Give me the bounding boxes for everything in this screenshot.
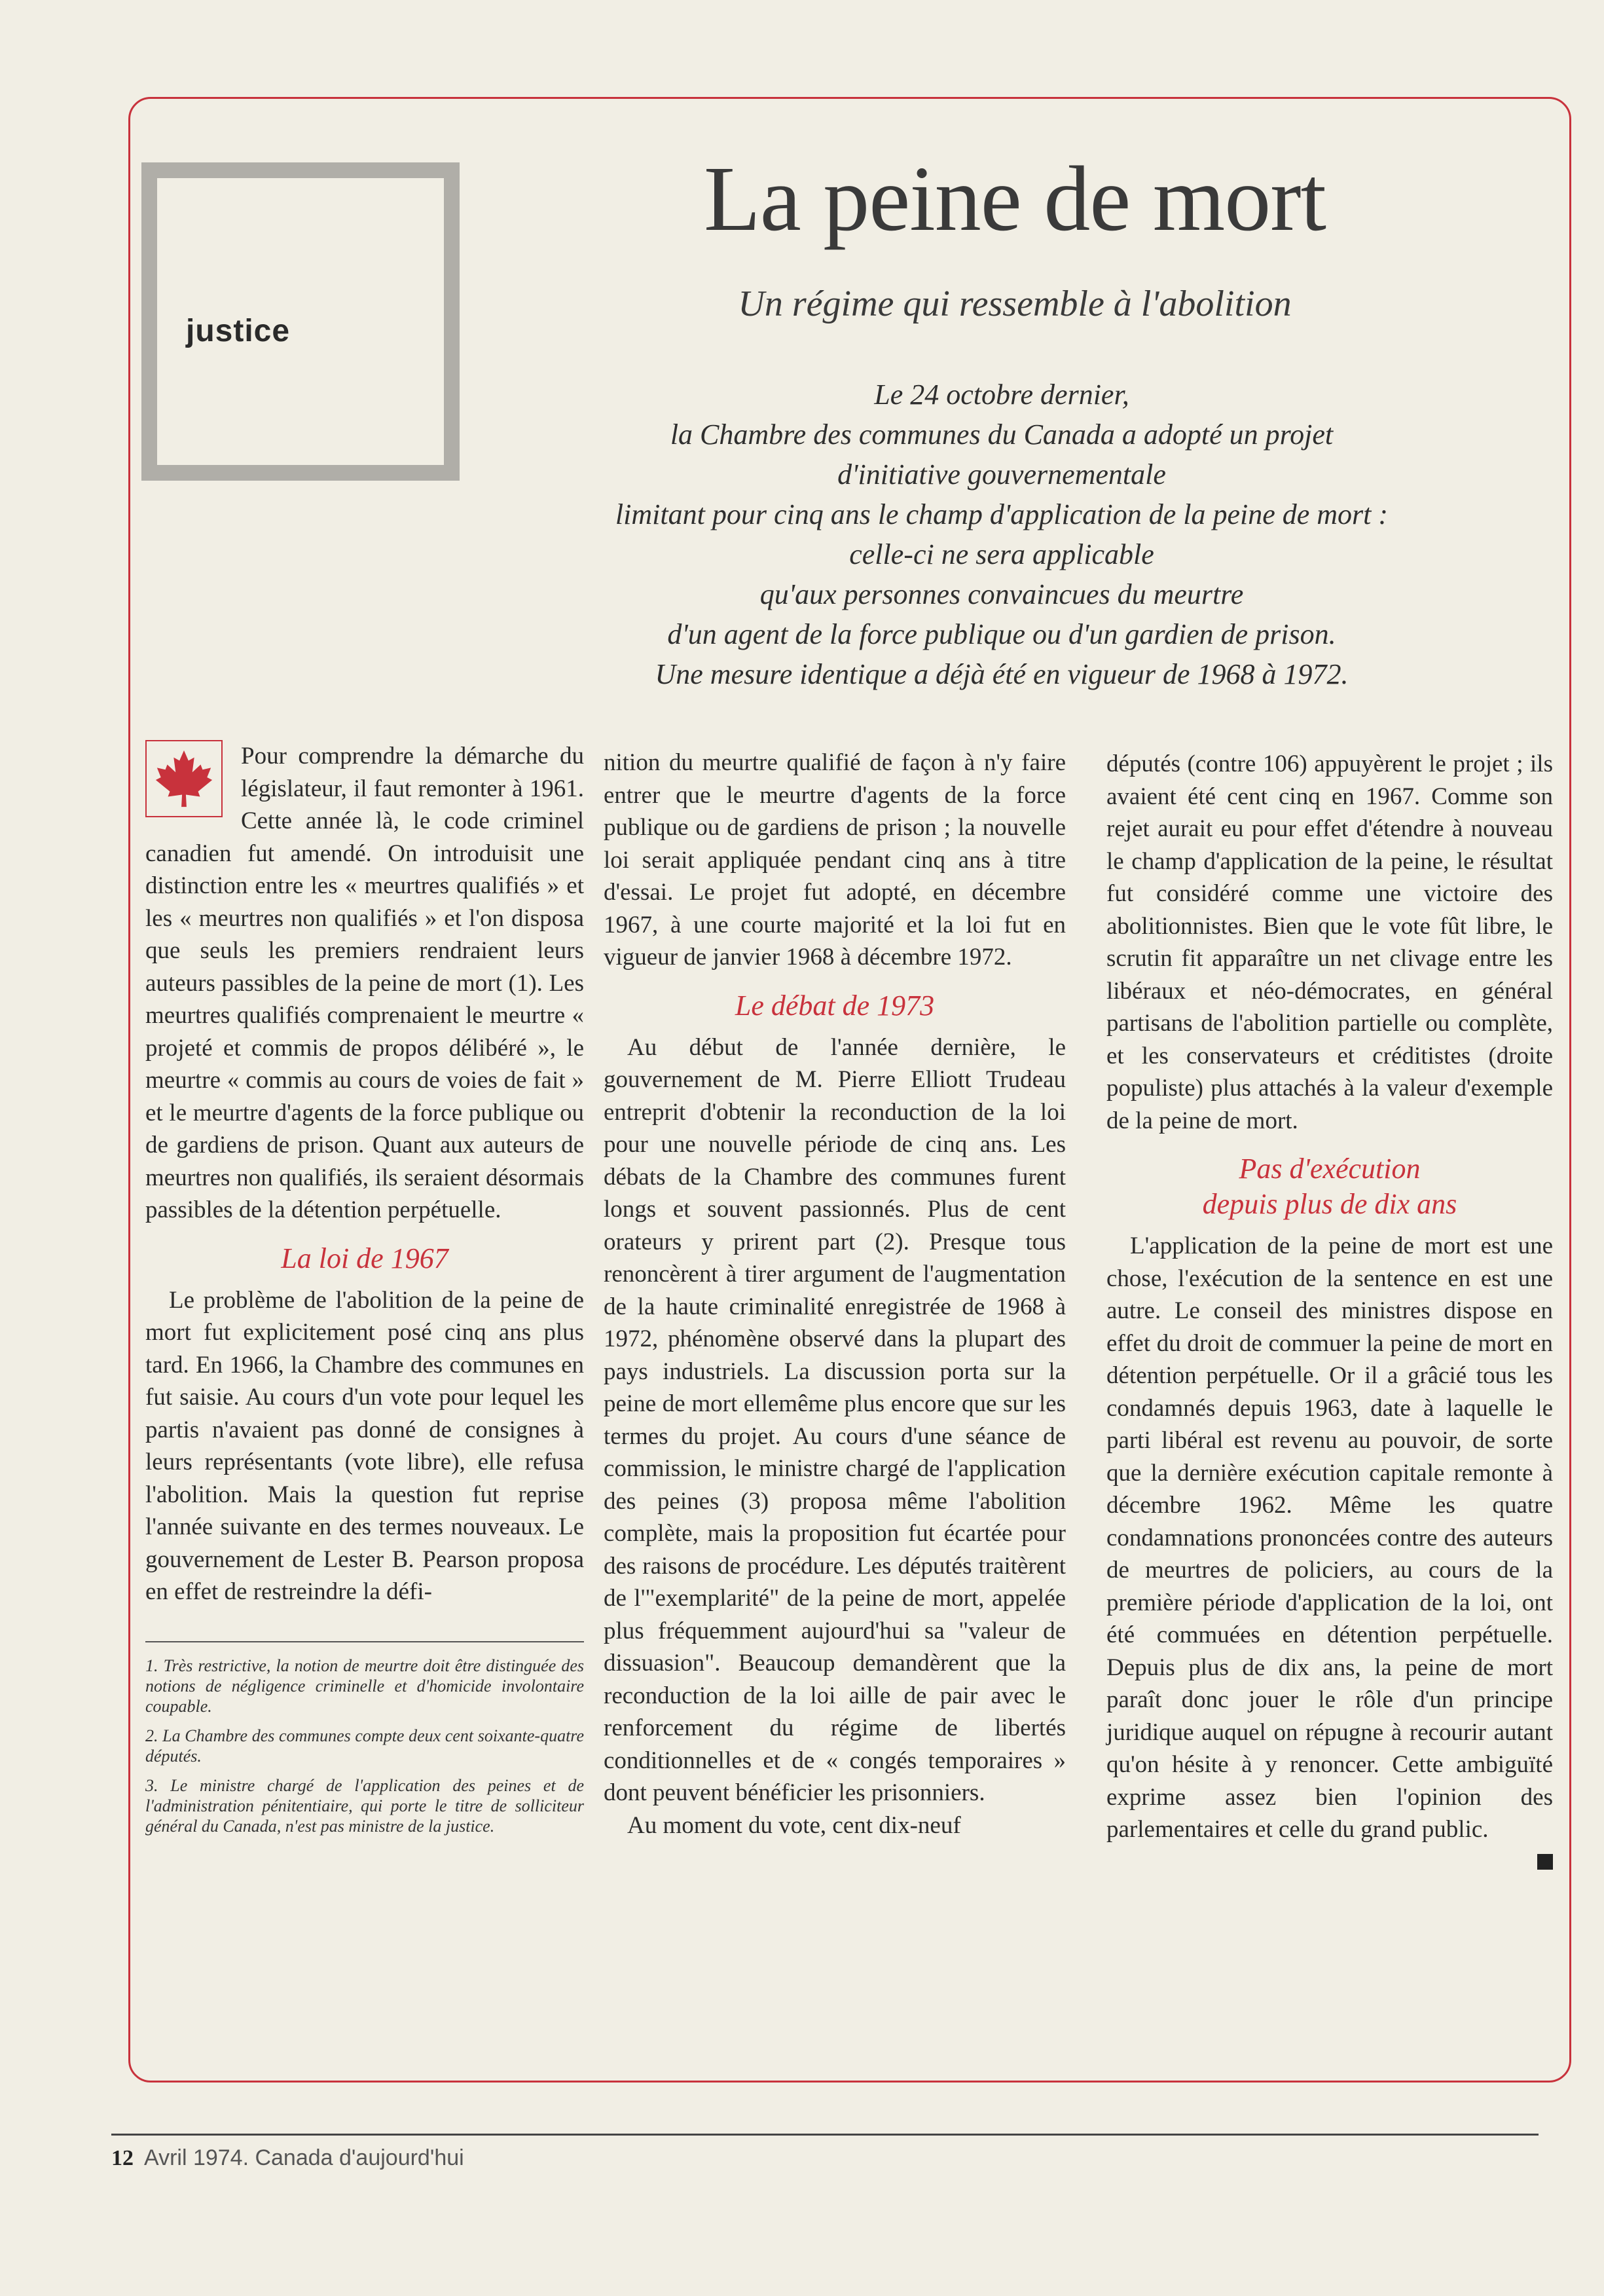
section-heading: Le débat de 1973 <box>735 989 935 1022</box>
maple-leaf-icon <box>145 740 223 817</box>
column-1 <box>145 740 584 1845</box>
footnote: 3. Le ministre chargé de l'application des peines et de l'administration pénitentiaire, qui porte le titre de solliciteur général du Canada, n'est pas ministre de la justice. <box>145 1775 584 1836</box>
page-number: 12 <box>111 2146 134 2170</box>
end-mark-icon <box>1537 1854 1553 1870</box>
body-paragraph: députés (contre 106) appuyèrent le projet ; ils avaient été cent cinq en 1967. Comme son rejet aurait eu pour effet d'étendre à nouveau le champ d'application de la peine, le résultat fut considéré comme une victoire des abolitionnistes. Bien que le vote fût libre, le scrutin fit apparaître un net clivage entre les libéraux et néo-démocrates, en général partisans de l'abolition partielle ou complète, et les conservateurs et créditistes (droite populiste) plus attachés à la valeur d'exemple de la peine de mort. <box>1106 750 1553 1134</box>
body-paragraph: Le problème de l'abolition de la peine de mort fut explicitement posé cinq ans plus tard. En 1966, la Chambre des communes en fut saisie. Au cours d'un vote pour lequel les partis n'avaient pas donné de consignes à leurs représentants (vote libre), elle refusa l'abolition. Mais la question fut reprise l'année suivante en des termes nouveaux. Le gouvernement de Lester B. Pearson proposa en effet de restreindre la défi- <box>145 1286 584 1605</box>
footer-rule <box>111 2134 1539 2136</box>
column-2 <box>604 747 1066 1842</box>
footnote: 2. La Chambre des communes compte deux cent soixante-quatre députés. <box>145 1726 584 1766</box>
article-lede: Le 24 octobre dernier, la Chambre des communes du Canada a adopté un projet d'initiative gouvernementale limitant pour cinq ans le champ d'application de la peine de mort : celle-ci ne sera applicable qu'aux personnes convaincues du meurtre d'un agent de la force publique ou d'un gardien de prison. Une mesure identique a déjà été en vigueur de 1968 à 1972. <box>615 379 1389 690</box>
article-subtitle: Un régime qui ressemble à l'abolition <box>738 284 1292 324</box>
section-tag-box <box>141 162 460 481</box>
body-paragraph: L'application de la peine de mort est une chose, l'exécution de la sentence en est une autre. Le conseil des ministres dispose en effet du droit de commuer la peine de mort en détention perpétuelle. Or il a grâcié tous les condamnés depuis 1963, date à laquelle le parti libéral est revenu au pouvoir, de sorte que la dernière exécution capitale remonte à décembre 1962. Même les quatre condamnations prononcées contre des auteurs de meurtres de policiers, au cours de la première période d'application de la loi, ont été commuées en détention perpétuelle. Depuis plus de dix ans, la peine de mort paraît donc jouer le rôle d'un principe juridique auquel on répugne à recourir autant qu'on hésite à y renoncer. Cette ambiguïté exprime assez bien l'opinion des parlementaires et celle du grand public. <box>1106 1232 1553 1843</box>
article-title: La peine de mort <box>704 147 1326 250</box>
page-footer <box>111 2145 464 2171</box>
footnote: 1. Très restrictive, la notion de meurtre doit être distinguée des notions de négligence criminelle et d'homicide involontaire coupable. <box>145 1656 584 1716</box>
section-heading: La loi de 1967 <box>281 1242 448 1274</box>
body-paragraph: nition du meurtre qualifié de façon à n'y faire entrer que le meurtre d'agents de la force publique ou de gardiens de prison ; la nouvelle loi serait appliquée pendant cinq ans à titre d'essai. Le projet fut adopté, en décembre 1967, à une courte majorité et la loi fut en vigueur de janvier 1968 à décembre 1972. <box>604 749 1066 971</box>
section-tag: justice <box>186 314 291 348</box>
body-paragraph: Au début de l'année dernière, le gouvernement de M. Pierre Elliott Trudeau entreprit d'obtenir la reconduction de la loi pour une nouvelle période de cinq ans. Les débats de la Chambre des communes furent longs et souvent passionnés. Plus de cent orateurs y prirent part (2). Presque tous renoncèrent à tirer argument de l'augmentation de la haute criminalité enregistrée de 1968 à 1972, phénomène observé dans la plupart des pays industriels. La discussion porta sur la peine de mort ellemême plus encore que sur les termes du projet. Au cours d'une séance de commission, le ministre chargé de l'application des peines (3) proposa même l'abolition complète, mais la proposition fut écartée pour des raisons de procédure. Les députés traitèrent de l'"exemplarité" de la peine de mort, appelée plus fréquemment aujourd'hui sa "valeur de dissuasion". Beaucoup demandèrent que la reconduction de la loi aille de pair avec le renforcement du régime de libertés conditionnelles et de « congés temporaires » dont peuvent bénéficier les prisonniers. <box>604 1033 1066 1806</box>
footer-text: Avril 1974. Canada d'aujourd'hui <box>144 2145 464 2170</box>
body-paragraph: Au moment du vote, cent dix-neuf <box>627 1811 961 1839</box>
section-heading: Pas d'exécution depuis plus de dix ans <box>1202 1153 1457 1220</box>
footnotes-divider <box>145 1641 584 1642</box>
body-paragraph: Pour comprendre la démarche du législateur, il faut remonter à 1961. Cette année là, le code criminel canadien fut amendé. On introduisit une distinction entre les « meurtres qualifiés » et les « meurtres non qualifiés » et l'on disposa que seuls les premiers rendraient leurs auteurs passibles de la peine de mort (1). Les meurtres qualifiés comprenaient le meurtre « projeté et commis de propos délibéré », le meurtre « commis au cours de voies de fait » et le meurtre d'agents de la force publique ou de gardiens de prison. Quant aux auteurs de meurtres non qualifiés, ils seraient désormais passibles de la détention perpétuelle. <box>145 743 584 1223</box>
footnotes <box>145 1656 584 1836</box>
column-3 <box>1106 748 1553 1870</box>
